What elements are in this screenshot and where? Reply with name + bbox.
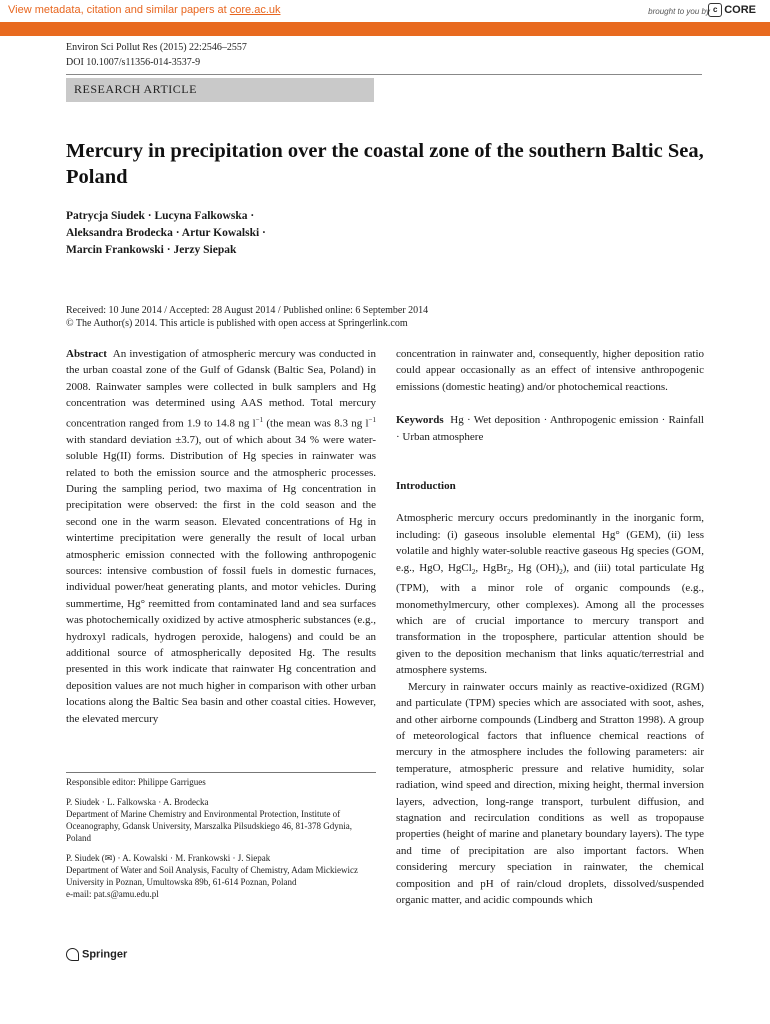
publisher-name: Springer <box>82 948 128 961</box>
article-type: RESEARCH ARTICLE <box>74 82 197 96</box>
copyright-line: © The Author(s) 2014. This article is published with open access at Springerlink.com <box>66 318 408 329</box>
abstract-heading: Abstract <box>66 348 107 360</box>
core-logo[interactable]: c CORE <box>708 3 756 17</box>
abstract-text-a: An investigation of atmospheric mercury was conducted in the urban coastal zone of the Gulf of Gdansk (Baltic Sea, Poland) in 2008. Rainwater samples were collected in bulk samplers and Hg concentration was determined using AAS method. Total mercury concentration ranged from 1.9 to 14.8 ng l <box>66 348 376 430</box>
intro-p1-d: ), and (iii) total particulate Hg (TPM), with a minor role of organic compounds (e.g., monomethylmercury, other complexes). Among all the processes which are of crucial importance to mercury transport and transformation in the troposphere, particular attention should be given to the deposition mechanism that links aquatic/terrestrial and atmosphere systems. <box>396 561 704 677</box>
provided-by-text: provided by Crossref <box>684 45 758 54</box>
introduction-heading: Introduction <box>396 480 456 493</box>
author-line: Patrycja Siudek · Lucyna Falkowska · <box>66 210 255 222</box>
abstract <box>66 346 376 727</box>
affiliation-2 <box>66 852 376 900</box>
intro-paragraph-2: Mercury in rainwater occurs mainly as reactive-oxidized (RGM) and particulate (TPM) species which are associated with soot, ashes, and other airborne compounds (Lindberg and Stratton 1998). A group of meteorological factors that influence chemical reactions of mercury in the atmosphere includes the following parameters: air temperature, atmospheric pressure and relative humidity, solar radiation, wind speed and direction, mixing height, thermal inversion layers, advection, long-range transport, turbulent diffusion, and stagnation and recirculation conditions as well as tropopause properties (height of marine and planetary boundary layers). The type and time of precipitation are also important factors. When considering mercury speciation in rainwater, the chemical composition and pH of rain/cloud droplets, dissolved/suspended organic matter, and acidic compounds which <box>396 680 704 906</box>
abstract-text-c: with standard deviation ±3.7), out of which about 34 % were water-soluble Hg(II) forms. Distribution of Hg species in rainwater was related to both the emission source and the atmospheric processes. During the sampling period, two maxima of Hg concentration in precipitation were observed: the first in the cold season and the second one in the warm season. Elevated concentrations of Hg in wintertime precipitation were generally the result of local urban atmospheric emission connected with the following anthropogenic sources: intensive combustion of fossil fuels in domestic furnaces, individual power/heat generating plants, and motor vehicles. During summertime, Hg° reemitted from contaminated land and sea surfaces was photochemically oxidized by active atmospheric substances (e.g., hydroxyl radicals, hydrogen peroxide, halogens) and could be an additional source of atmospherically deposited Hg. The results presented in this work indicate that rainwater Hg concentration and deposition values are not much higher in comparison with other urban locations along the Baltic Sea basin and other coastal cities. However, the elevated mercury <box>66 433 376 725</box>
author-line: Aleksandra Brodecka · Artur Kowalski · <box>66 227 266 239</box>
article-dates <box>66 304 706 330</box>
footnotes <box>66 776 376 908</box>
affiliation-1 <box>66 796 376 844</box>
subscript: 2 <box>507 567 511 576</box>
author-line: Marcin Frankowski · Jerzy Siepak <box>66 244 237 256</box>
article-title: Mercury in precipitation over the coastal zone of the southern Baltic Sea, Poland <box>66 140 704 188</box>
received-accepted-dates: Received: 10 June 2014 / Accepted: 28 August 2014 / Published online: 6 September 2014 <box>66 305 429 316</box>
abstract-column <box>66 346 376 727</box>
right-column <box>396 346 704 908</box>
keywords-text: Hg · Wet deposition · Anthropogenic emission · Rainfall · Urban atmosphere <box>396 414 704 443</box>
article-type-banner <box>66 78 374 102</box>
footnote-divider <box>66 772 376 773</box>
subscript: 2 <box>559 567 563 576</box>
intro-paragraph-1 <box>396 510 704 678</box>
keywords-heading: Keywords <box>396 414 444 427</box>
brought-by-text: brought to you by <box>648 7 710 16</box>
affiliation-1-names: P. Siudek · L. Falkowska · A. Brodecka <box>66 797 209 807</box>
intro-p1-c: , Hg (OH) <box>510 561 560 574</box>
affiliation-1-address: Department of Marine Chemistry and Environmental Protection, Institute of Oceanography, Gdansk University, Marszalka Pilsudskiego 46, 81-378 Gdynia, Poland <box>66 809 353 843</box>
abstract-text-b: (the mean was 8.3 ng l <box>263 417 369 430</box>
core-logo-icon: c <box>708 3 722 17</box>
journal-header <box>66 40 247 70</box>
responsible-editor: Responsible editor: Philippe Garrigues <box>66 777 206 787</box>
corresponding-email[interactable]: e-mail: pat.s@amu.edu.pl <box>66 889 159 899</box>
abstract-superscript: −1 <box>368 415 376 424</box>
core-metadata-link[interactable]: View metadata, citation and similar papers at core.ac.uk <box>8 4 281 16</box>
header-divider <box>66 74 702 75</box>
intro-p1-b: , HgBr <box>475 561 508 574</box>
journal-doi: DOI 10.1007/s11356-014-3537-9 <box>66 57 201 68</box>
author-list <box>66 208 366 259</box>
intro-p1-a: Atmospheric mercury occurs predominantly in the inorganic form, including: (i) gaseous insoluble elemental Hg° (GEM), (ii) less volatile and highly water-soluble reactive gaseous Hg species (GOM, e.g., HgO, HgCl <box>396 512 704 574</box>
affiliation-2-address: Department of Water and Soil Analysis, Faculty of Chemistry, Adam Mickiewicz University in Poznan, Umultowska 89b, 61-614 Poznan, Poland <box>66 865 358 887</box>
abstract-continuation: concentration in rainwater and, consequently, higher deposition ratio could appear occasionally as an effect of intensive anthropogenic emissions (domestic heating) and/or photochemical reactions. <box>396 348 704 393</box>
affiliation-2-names: P. Siudek (✉) · A. Kowalski · M. Frankowski · J. Siepak <box>66 853 271 863</box>
journal-citation: Environ Sci Pollut Res (2015) 22:2546–2557 <box>66 42 247 53</box>
subscript: 2 <box>471 567 476 576</box>
abstract-superscript: −1 <box>255 415 264 424</box>
springer-horse-icon <box>66 948 79 961</box>
core-banner <box>0 0 770 22</box>
publisher-logo <box>66 948 127 961</box>
keywords <box>396 412 704 445</box>
